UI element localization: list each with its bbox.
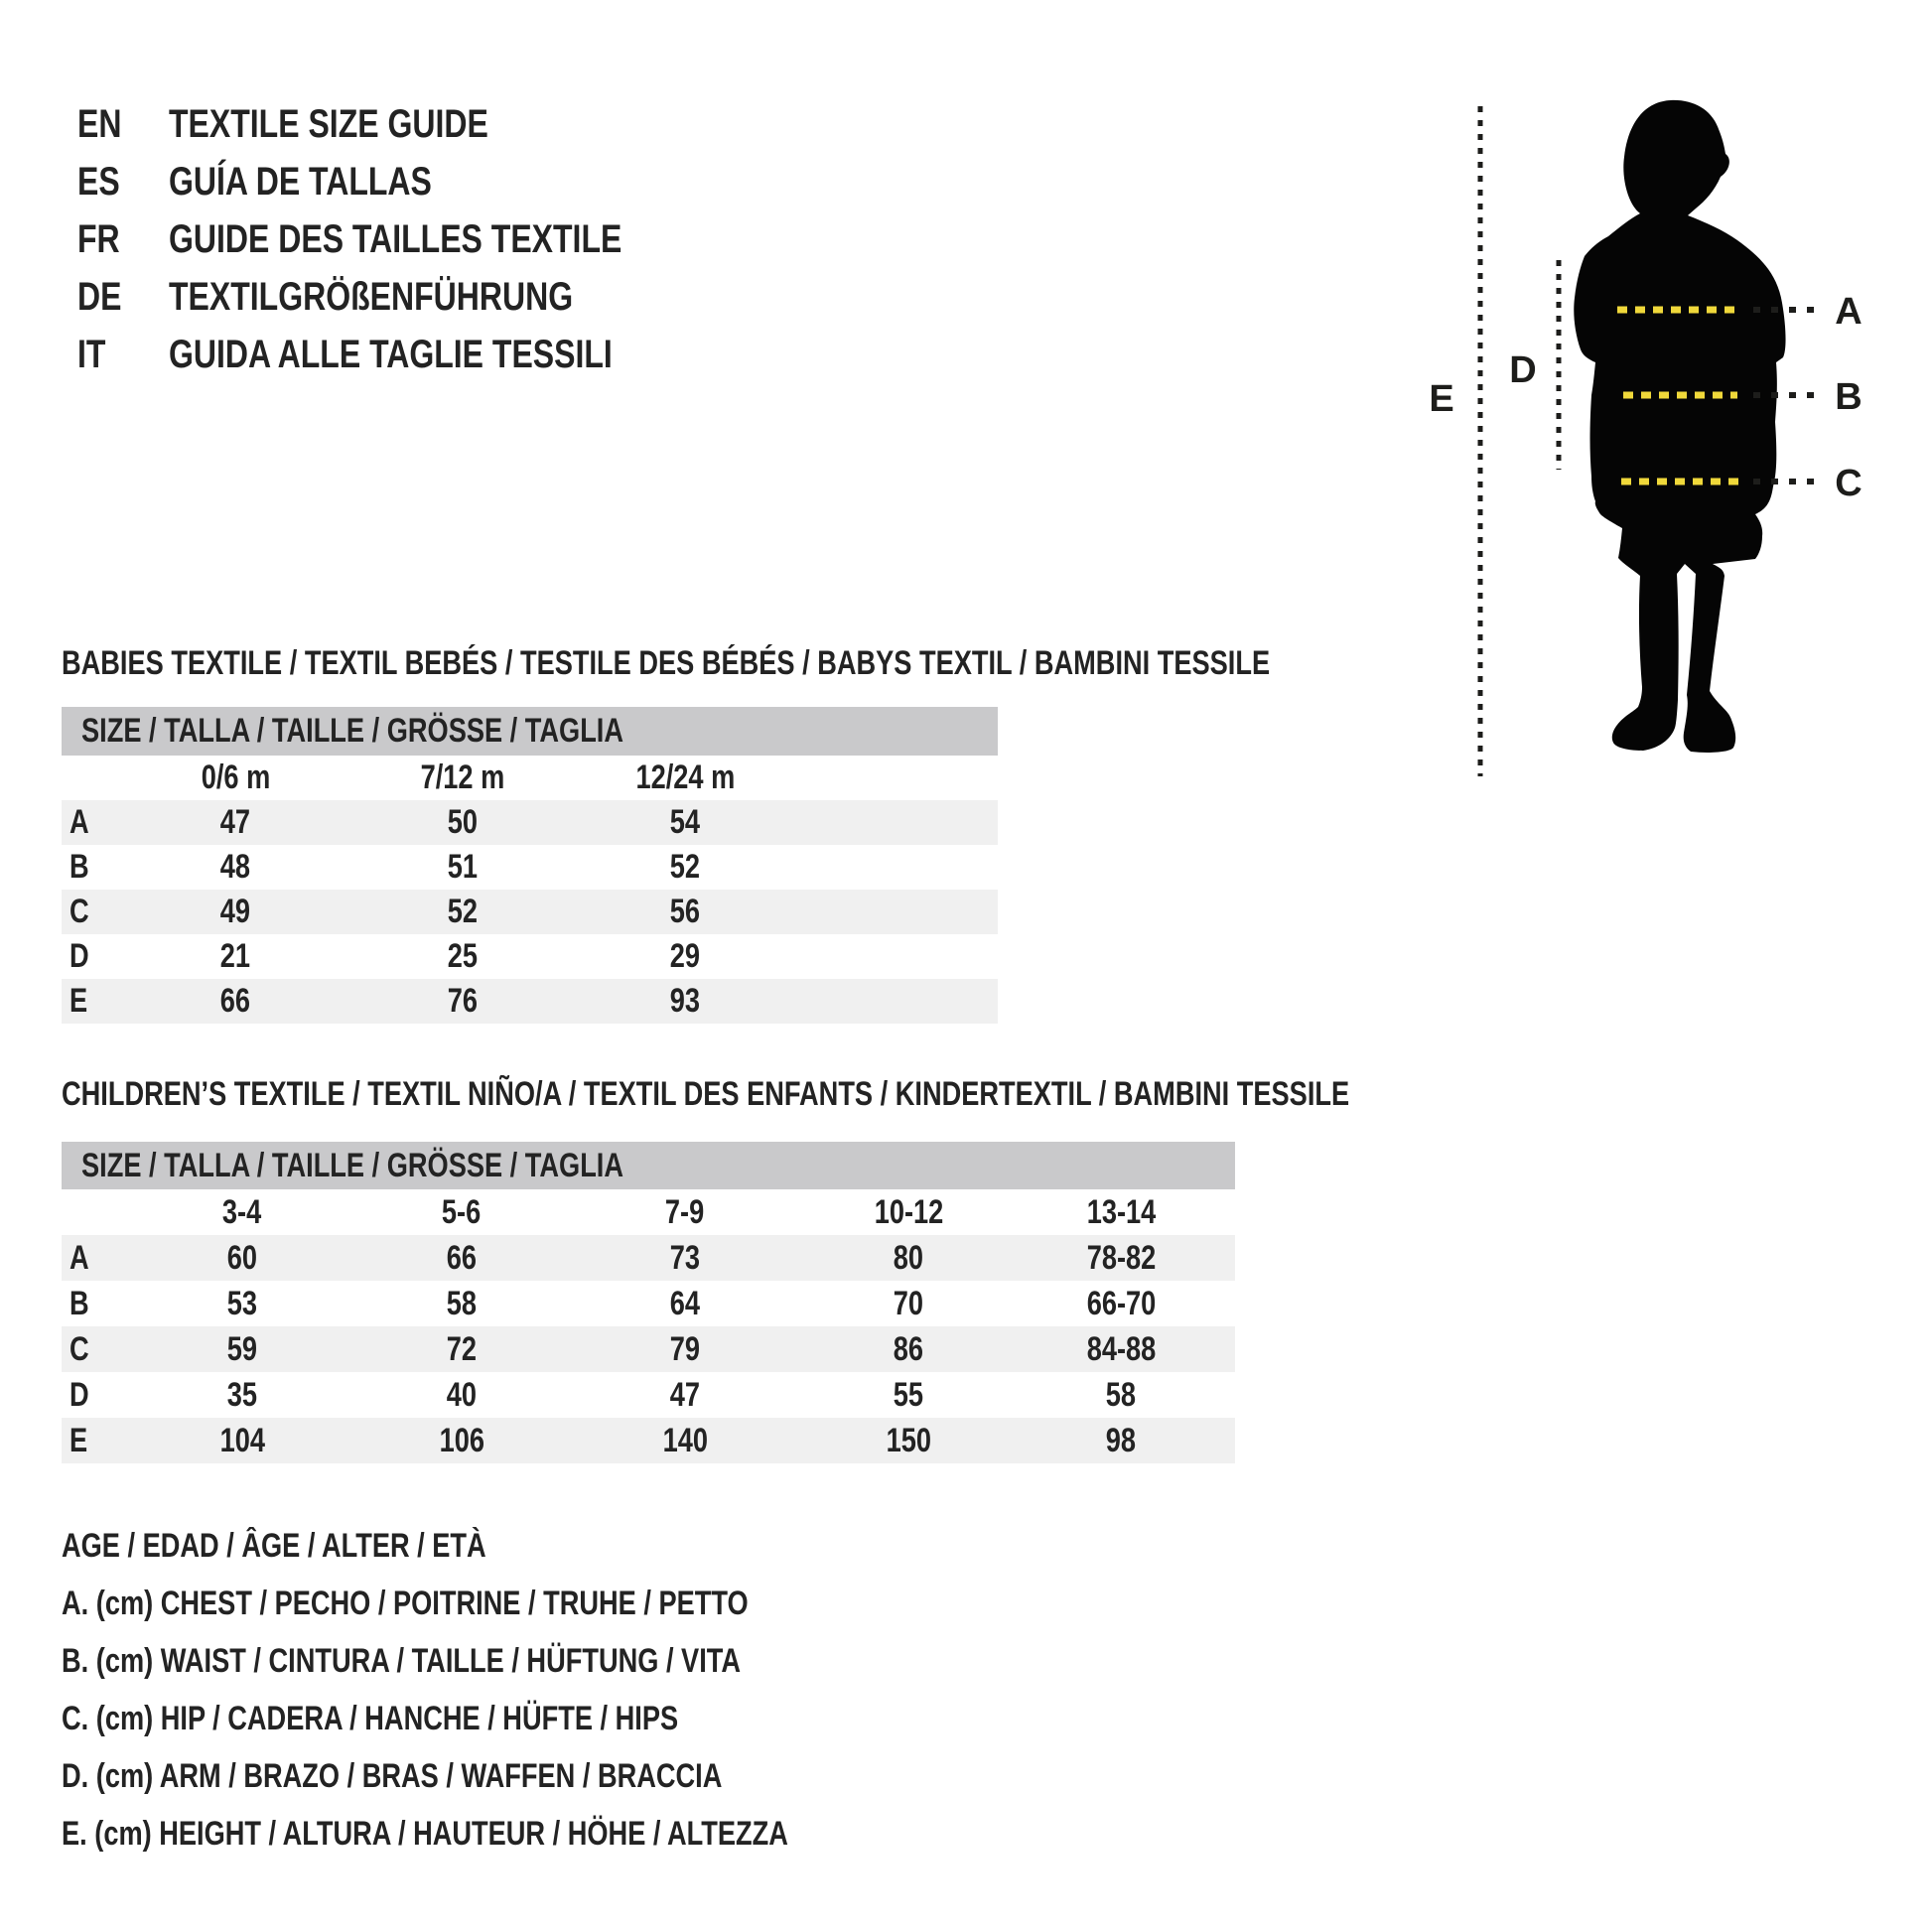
column-header: 7-9 bbox=[665, 1192, 705, 1231]
column-header: 0/6 m bbox=[201, 759, 270, 796]
row-label: D bbox=[69, 937, 89, 975]
table-row: B 53 58 64 70 66-70 bbox=[62, 1281, 1235, 1326]
row-label: A bbox=[69, 1238, 89, 1277]
table-row: C 59 72 79 86 84-88 bbox=[62, 1326, 1235, 1372]
column-header: 13-14 bbox=[1086, 1192, 1156, 1231]
table-header-row bbox=[62, 1189, 1235, 1235]
lang-code: EN bbox=[77, 101, 122, 146]
lang-code: IT bbox=[77, 332, 106, 376]
row-label: A bbox=[69, 803, 89, 841]
legend-line-arm: D. (cm) ARM / BRAZO / BRAS / WAFFEN / BRACCIA bbox=[62, 1757, 723, 1795]
label-c: C bbox=[1835, 463, 1863, 504]
table-row: D 35 40 47 55 58 bbox=[62, 1372, 1235, 1418]
child-silhouette-diagram bbox=[1390, 60, 1932, 854]
table-header-row bbox=[62, 756, 998, 800]
column-header: 3-4 bbox=[222, 1192, 262, 1231]
lang-row-it bbox=[77, 326, 735, 383]
label-d: D bbox=[1509, 349, 1537, 391]
row-label: B bbox=[69, 1284, 89, 1322]
table-row: E 104 106 140 150 98 bbox=[62, 1418, 1235, 1463]
babies-section-title: BABIES TEXTILE / TEXTIL BEBÉS / TESTILE DES BÉBÉS / BABYS TEXTIL / BAMBINI TESSILE bbox=[62, 644, 1271, 682]
row-label: C bbox=[69, 893, 89, 930]
guide-title: TEXTILGRÖßENFÜHRUNG bbox=[169, 274, 574, 319]
children-size-table bbox=[62, 1189, 1235, 1463]
label-e: E bbox=[1429, 378, 1454, 420]
table-row: C 49 52 56 bbox=[62, 890, 998, 934]
legend-line-chest: A. (cm) CHEST / PECHO / POITRINE / TRUHE / PETTO bbox=[62, 1585, 749, 1622]
legend-line-age: AGE / EDAD / ÂGE / ALTER / ETÀ bbox=[62, 1527, 486, 1565]
table-row: D 21 25 29 bbox=[62, 934, 998, 979]
row-label: C bbox=[69, 1329, 89, 1368]
row-label: D bbox=[69, 1375, 89, 1414]
children-section-title: CHILDREN’S TEXTILE / TEXTIL NIÑO/A / TEXTIL DES ENFANTS / KINDERTEXTIL / BAMBINI TESSILE bbox=[62, 1075, 1350, 1113]
label-b: B bbox=[1835, 376, 1863, 418]
child-silhouette bbox=[1574, 100, 1785, 753]
row-label: E bbox=[69, 982, 88, 1020]
lang-code: FR bbox=[77, 216, 120, 261]
legend-line-waist: B. (cm) WAIST / CINTURA / TAILLE / HÜFTUNG / VITA bbox=[62, 1642, 741, 1680]
lang-row-en bbox=[77, 95, 735, 153]
table-row: B 48 51 52 bbox=[62, 845, 998, 890]
table-row: E 66 76 93 bbox=[62, 979, 998, 1024]
babies-size-table bbox=[62, 756, 998, 1024]
column-header: 5-6 bbox=[442, 1192, 482, 1231]
row-label: E bbox=[69, 1421, 88, 1459]
column-header: 10-12 bbox=[874, 1192, 943, 1231]
column-header: 12/24 m bbox=[635, 759, 735, 796]
row-label: B bbox=[69, 848, 89, 886]
legend-line-hip: C. (cm) HIP / CADERA / HANCHE / HÜFTE / HIPS bbox=[62, 1700, 679, 1737]
table-row: A 47 50 54 bbox=[62, 800, 998, 845]
column-header: 7/12 m bbox=[420, 759, 505, 796]
guide-title: GUÍA DE TALLAS bbox=[169, 159, 432, 204]
guide-title: TEXTILE SIZE GUIDE bbox=[169, 101, 488, 146]
label-a: A bbox=[1835, 291, 1863, 333]
babies-size-bar: SIZE / TALLA / TAILLE / GRÖSSE / TAGLIA bbox=[62, 707, 998, 756]
legend-line-height: E. (cm) HEIGHT / ALTURA / HAUTEUR / HÖHE / ALTEZZA bbox=[62, 1815, 788, 1853]
lang-row-de bbox=[77, 268, 735, 326]
guide-title: GUIDA ALLE TAGLIE TESSILI bbox=[169, 332, 613, 376]
measurement-figure bbox=[1390, 60, 1932, 854]
lang-row-es bbox=[77, 153, 735, 210]
lang-code: DE bbox=[77, 274, 122, 319]
language-header bbox=[77, 95, 735, 383]
measurement-legend bbox=[62, 1517, 970, 1863]
lang-row-fr bbox=[77, 210, 735, 268]
table-row: A 60 66 73 80 78-82 bbox=[62, 1235, 1235, 1281]
children-size-bar: SIZE / TALLA / TAILLE / GRÖSSE / TAGLIA bbox=[62, 1142, 1235, 1189]
lang-code: ES bbox=[77, 159, 120, 204]
guide-title: GUIDE DES TAILLES TEXTILE bbox=[169, 216, 622, 261]
